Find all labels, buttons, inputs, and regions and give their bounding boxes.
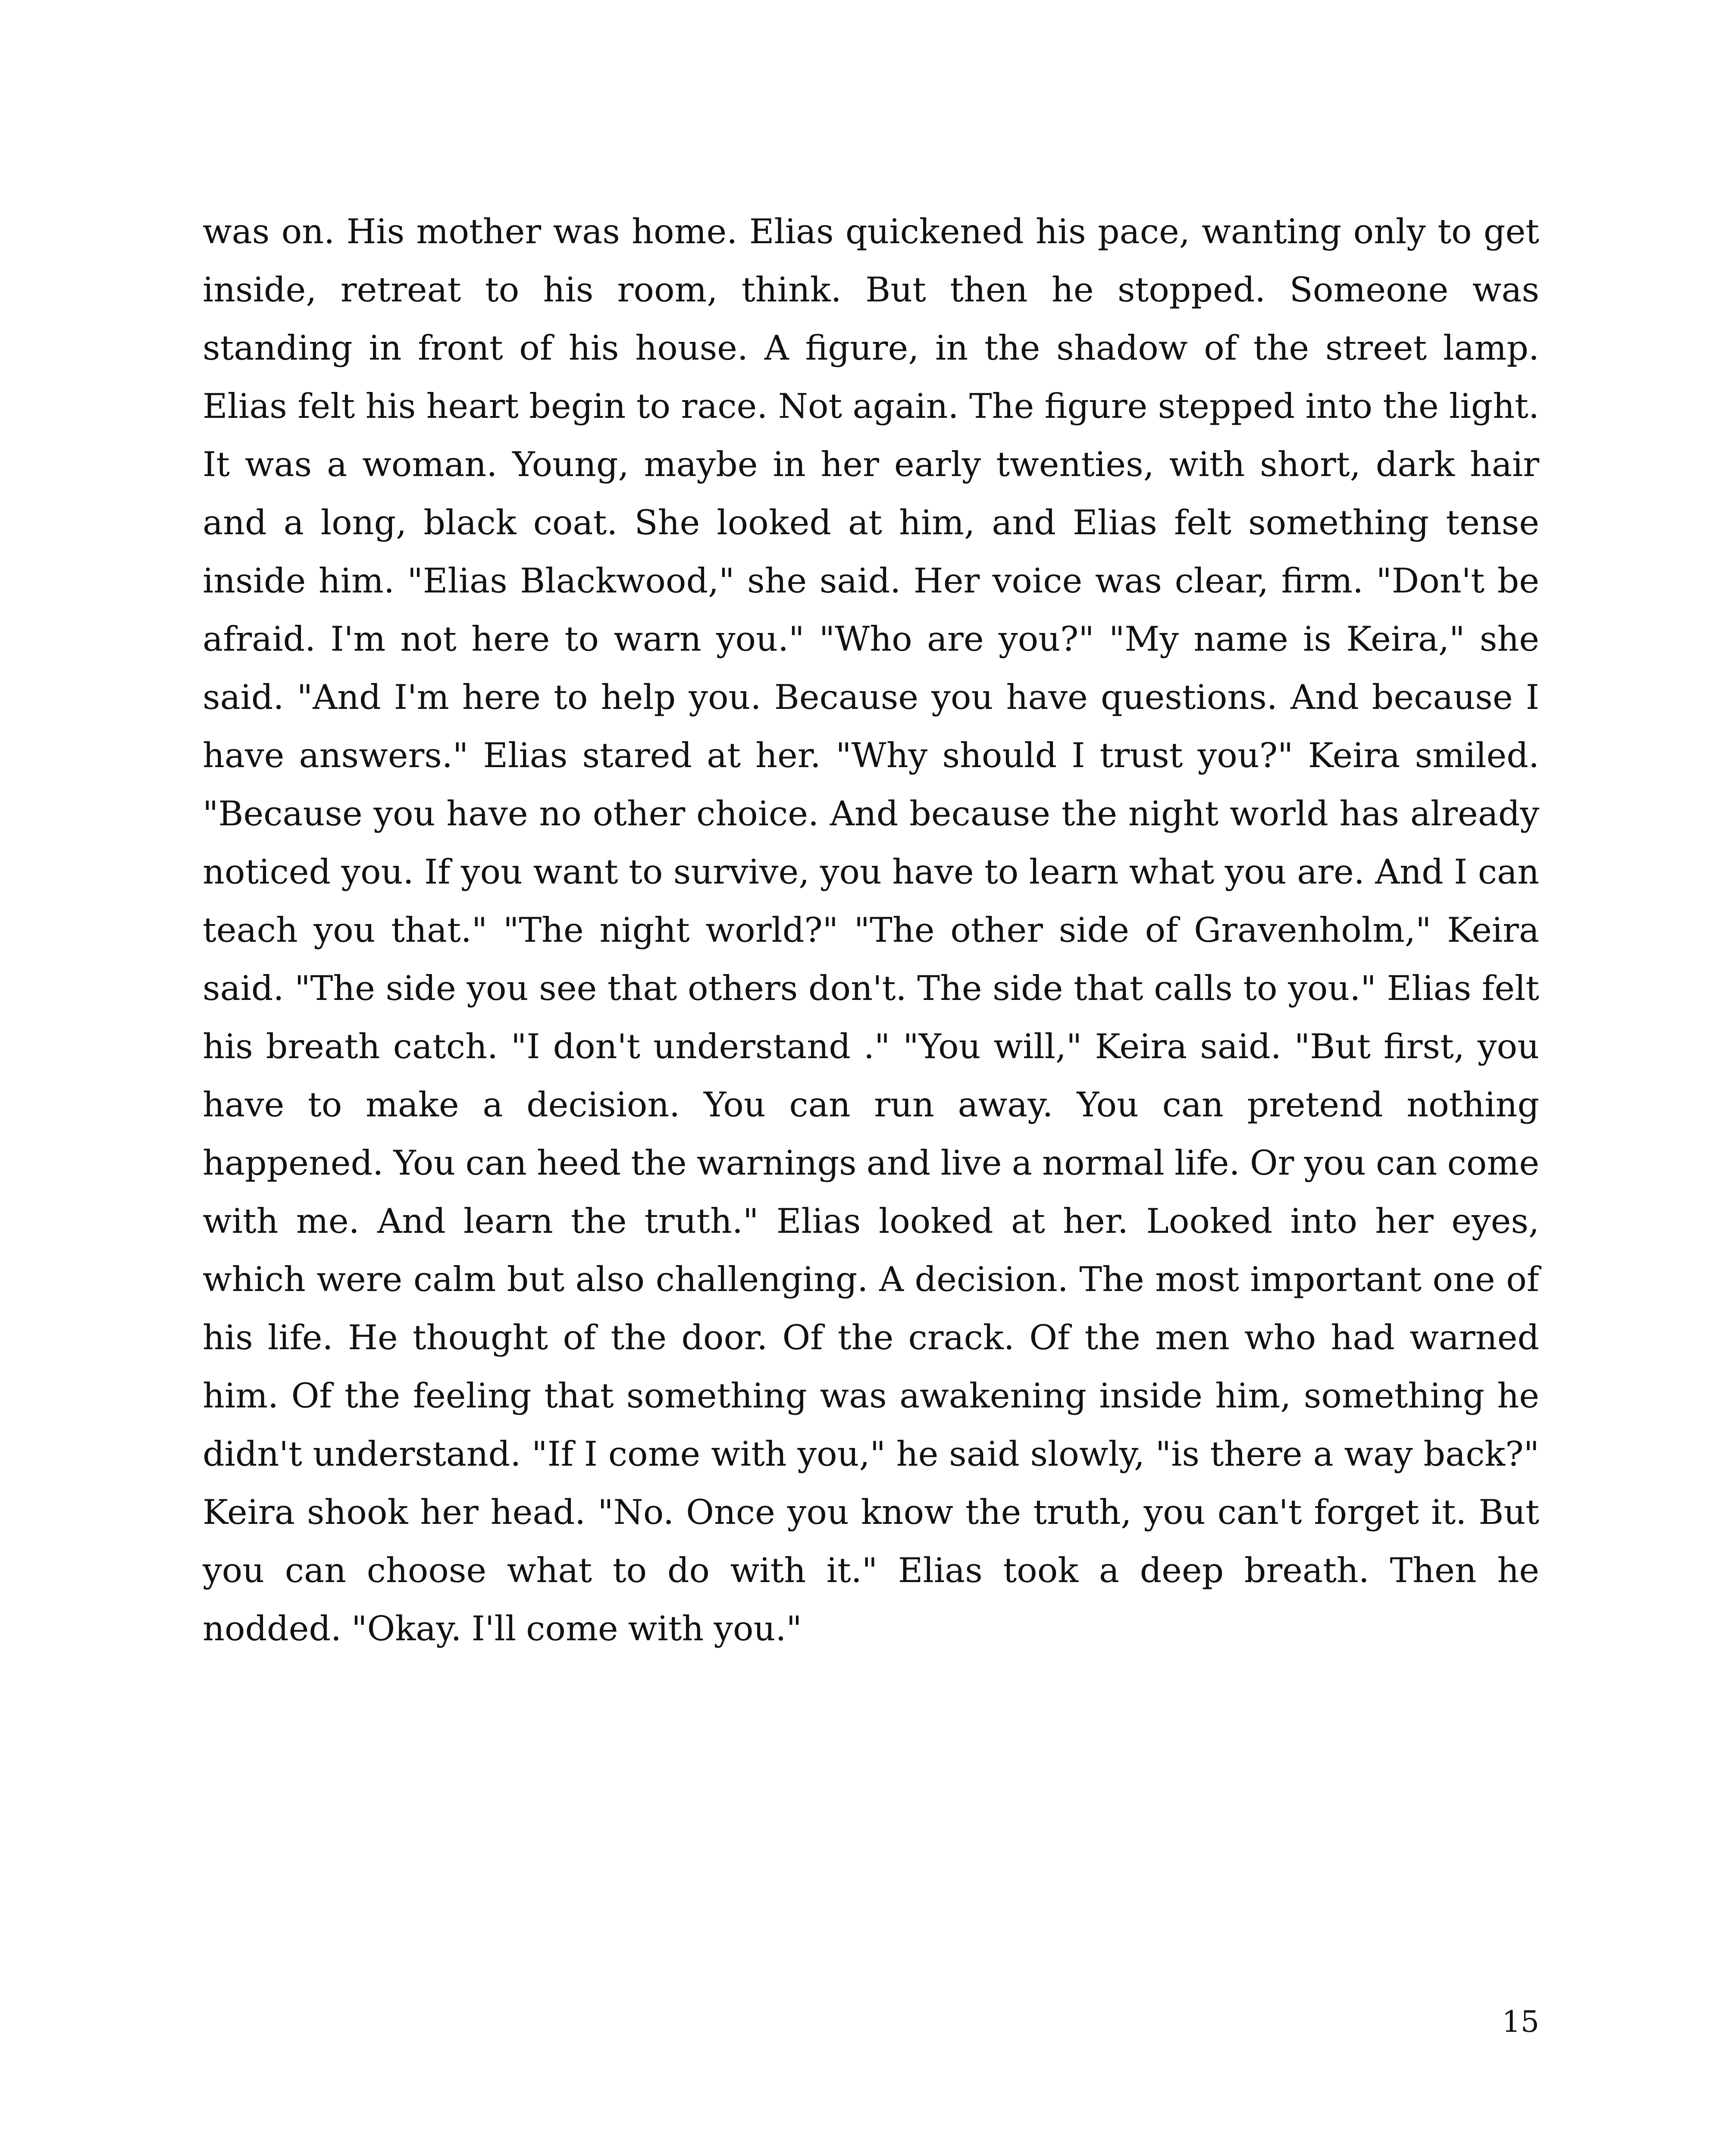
- page-number: 15: [1502, 2005, 1539, 2039]
- body-paragraph: was on. His mother was home. Elias quickened his pace, wanting only to get inside, retreat to his room, think. But then he stopped. Someone was standing in front of his house. A figure, in the shadow of the street lamp. Elias felt his heart begin to race. Not again. The figure stepped into the light. It was a woman. Young, maybe in her early twenties, with short, dark hair and a long, black coat. She looked at him, and Elias felt something tense inside him. "Elias Blackwood," she said. Her voice was clear, firm. "Don't be afraid. I'm not here to warn you." "Who are you?" "My name is Keira," she said. "And I'm here to help you. Because you have questions. And because I have answers." Elias stared at her. "Why should I trust you?" Keira smiled. "Because you have no other choice. And because the night world has already noticed you. If you want to survive, you have to learn what you are. And I can teach you that." "The night world?" "The other side of Gravenholm," Keira said. "The side you see that others don't. The side that calls to you." Elias felt his breath catch. "I don't understand ." "You will," Keira said. "But first, you have to make a decision. You can run away. You can pretend nothing happened. You can heed the warnings and live a normal life. Or you can come with me. And learn the truth." Elias looked at her. Looked into her eyes, which were calm but also challenging. A decision. The most important one of his life. He thought of the door. Of the crack. Of the men who had warned him. Of the feeling that something was awakening inside him, something he didn't understand. "If I come with you," he said slowly, "is there a way back?" Keira shook her head. "No. Once you know the truth, you can't forget it. But you can choose what to do with it." Elias took a deep breath. Then he nodded. "Okay. I'll come with you.": [203, 212, 1539, 1648]
